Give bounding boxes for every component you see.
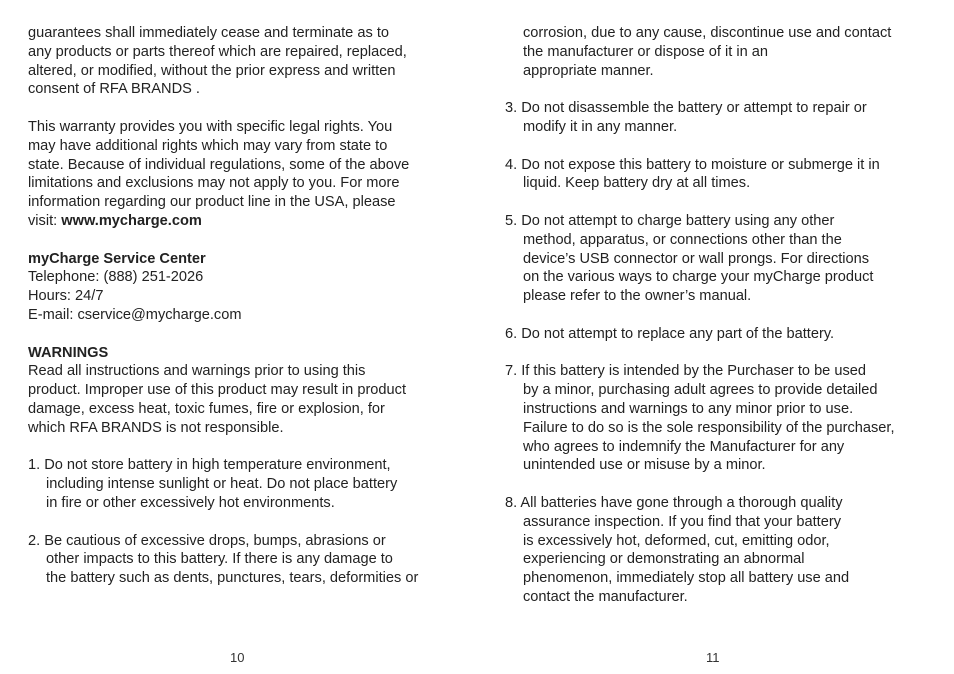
warnings-block (28, 344, 458, 438)
text-line: experiencing or demonstrating an abnormal (523, 551, 805, 568)
hours-line: Hours: 24/7 (28, 288, 104, 305)
warning-item-6 (505, 325, 935, 344)
warning-item-7 (505, 362, 935, 475)
text-line: assurance inspection. If you find that your battery (523, 513, 841, 530)
text-line: other impacts to this battery. If there is any damage to (46, 551, 393, 568)
text-line: appropriate manner. (523, 62, 654, 79)
email-line: E-mail: cservice@mycharge.com (28, 306, 242, 323)
right-page (477, 0, 954, 674)
service-center-title: myCharge Service Center (28, 250, 206, 267)
warning-item-4 (505, 156, 935, 194)
text-line: on the various ways to charge your myCharge product (523, 269, 874, 286)
text-line: altered, or modified, without the prior express and written (28, 62, 396, 79)
text-line (28, 212, 458, 231)
text-line: liquid. Keep battery dry at all times. (523, 175, 751, 192)
text-line: consent of RFA BRANDS . (28, 81, 200, 98)
text-line: corrosion, due to any cause, discontinue use and contact (523, 25, 892, 41)
website-link[interactable]: www.mycharge.com (61, 212, 202, 229)
text-line: 1. Do not store battery in high temperature environment, (28, 457, 391, 474)
page-number-left: 10 (230, 650, 245, 665)
warning-item-8 (505, 494, 935, 607)
text-line: may have additional rights which may vary from state to (28, 137, 388, 154)
text-line: contact the manufacturer. (523, 588, 688, 605)
page-number-right: 11 (706, 650, 720, 665)
text-line: in fire or other excessively hot environments. (46, 494, 335, 511)
text-line: device’s USB connector or wall prongs. For directions (523, 250, 870, 267)
warning-item-1 (28, 456, 458, 512)
text-line: 5. Do not attempt to charge battery using any other (505, 212, 835, 229)
text-line: 8. All batteries have gone through a thorough quality (505, 494, 843, 511)
text-line: phenomenon, immediately stop all battery use and (523, 570, 850, 587)
text-line: is excessively hot, deformed, cut, emitting odor, (523, 532, 830, 549)
text-line: information regarding our product line in the USA, please (28, 194, 396, 211)
warning-item-2 (28, 532, 458, 588)
text-line: including intense sunlight or heat. Do not place battery (46, 476, 398, 493)
text-line: which RFA BRANDS is not responsible. (28, 419, 284, 436)
text-line: the battery such as dents, punctures, tears, deformities or (46, 570, 419, 587)
text-line: 7. If this battery is intended by the Purchaser to be used (505, 363, 867, 380)
warning-item-5 (505, 212, 935, 306)
text-line: 6. Do not attempt to replace any part of the battery. (505, 325, 835, 342)
service-center-block (28, 250, 458, 325)
text-line: Failure to do so is the sole responsibility of the purchaser, (523, 419, 895, 436)
text-line: 4. Do not expose this battery to moisture or submerge it in (505, 156, 880, 173)
warning-item-2-continuation (505, 24, 935, 80)
text-line: unintended use or misuse by a minor. (523, 457, 766, 474)
text-line: modify it in any manner. (523, 118, 678, 135)
text-line: damage, excess heat, toxic fumes, fire or explosion, for (28, 400, 385, 417)
visit-prefix: visit: (28, 212, 62, 229)
text-line: 2. Be cautious of excessive drops, bumps, abrasions or (28, 532, 386, 549)
text-line: Read all instructions and warnings prior to using this (28, 363, 366, 380)
text-line: 3. Do not disassemble the battery or attempt to repair or (505, 100, 867, 117)
left-column (28, 24, 458, 607)
text-line: This warranty provides you with specific legal rights. You (28, 118, 393, 135)
text-line: please refer to the owner’s manual. (523, 288, 752, 305)
text-line: instructions and warnings to any minor prior to use. (523, 400, 854, 417)
text-line: the manufacturer or dispose of it in an (523, 43, 768, 60)
warranty-continuation-paragraph (28, 24, 458, 99)
text-line: state. Because of individual regulations, some of the above (28, 156, 410, 173)
text-line: who agrees to indemnify the Manufacturer for any (523, 438, 845, 455)
text-line: guarantees shall immediately cease and terminate as to (28, 25, 389, 41)
legal-rights-paragraph (28, 118, 458, 231)
telephone-line: Telephone: (888) 251-2026 (28, 269, 204, 286)
text-line: any products or parts thereof which are repaired, replaced, (28, 43, 407, 60)
text-line: product. Improper use of this product may result in product (28, 382, 406, 399)
text-line: method, apparatus, or connections other than the (523, 231, 842, 248)
text-line: limitations and exclusions may not apply to you. For more (28, 175, 400, 192)
right-column (505, 24, 935, 626)
warnings-title: WARNINGS (28, 344, 109, 361)
warning-item-3 (505, 99, 935, 137)
text-line: by a minor, purchasing adult agrees to provide detailed (523, 382, 878, 399)
